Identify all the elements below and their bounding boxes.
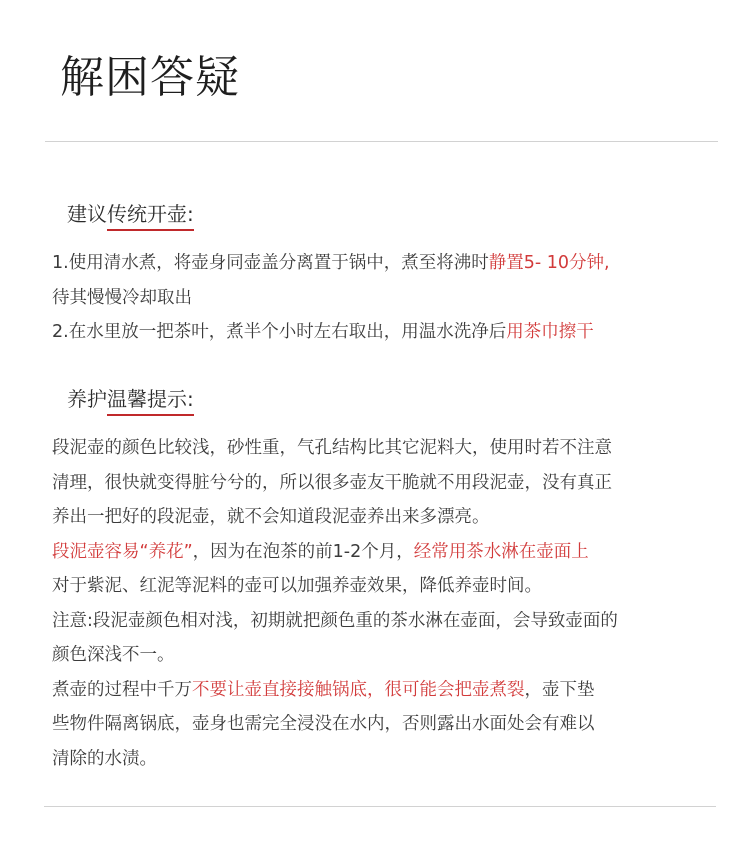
text-line bbox=[52, 742, 732, 777]
section-heading-plain: 建议 bbox=[67, 202, 107, 226]
section-heading-plain: 养护 bbox=[67, 387, 107, 411]
text-line bbox=[52, 431, 732, 466]
highlight-text: 经常用茶水淋在壶面上 bbox=[413, 541, 589, 562]
care-paragraph bbox=[52, 431, 732, 776]
text-segment: ，壶下垫 bbox=[524, 679, 595, 700]
text-line bbox=[52, 466, 732, 501]
text-line bbox=[52, 569, 732, 604]
highlight-text: 静置5- 10分钟, bbox=[488, 253, 610, 273]
text-segment: 煮壶的过程中千万 bbox=[52, 679, 192, 700]
text-segment: 待其慢慢冷却取出 bbox=[52, 287, 192, 308]
text-segment: 养出一把好的段泥壶，就不会知道段泥壶养出来多漂亮。 bbox=[52, 507, 490, 527]
kaihu-paragraph bbox=[52, 246, 732, 350]
text-segment: ，因为在泡茶的前1-2个月， bbox=[192, 541, 414, 562]
section-heading-highlight bbox=[107, 387, 194, 416]
section-heading-kaihu bbox=[67, 199, 194, 231]
text-segment: 段泥壶的颜色比较浅，砂性重，气孔结构比其它泥料大，使用时若不注意 bbox=[52, 438, 612, 458]
text-segment: 2.在水里放一把茶叶，煮半个小时左右取出，用温水洗净后 bbox=[52, 322, 507, 342]
section-heading-colon: : bbox=[187, 387, 194, 411]
text-segment: 清除的水渍。 bbox=[52, 748, 157, 769]
text-line bbox=[52, 281, 732, 316]
text-segment: 注意:段泥壶颜色相对浅，初期就把颜色重的茶水淋在壶面，会导致壶面的 bbox=[52, 610, 618, 631]
text-segment: 清理，很快就变得脏兮兮的，所以很多壶友干脆就不用段泥壶，没有真正 bbox=[52, 472, 612, 493]
text-segment: 颜色深浅不一。 bbox=[52, 645, 175, 665]
section-heading-colon: : bbox=[187, 202, 194, 226]
highlight-text: 用茶巾擦干 bbox=[506, 322, 594, 342]
bottom-divider bbox=[44, 806, 716, 807]
text-line bbox=[52, 246, 732, 281]
text-line bbox=[52, 673, 732, 708]
section-heading-highlight bbox=[107, 202, 194, 231]
section-heading-highlight-text: 传统开壶 bbox=[107, 202, 187, 226]
text-line bbox=[52, 500, 732, 535]
section-heading-care bbox=[67, 384, 194, 416]
text-segment: 1.使用清水煮，将壶身同壶盖分离置于锅中，煮至将沸时 bbox=[52, 253, 489, 273]
section-heading-highlight-text: 温馨提示 bbox=[107, 387, 187, 411]
text-line bbox=[52, 604, 732, 639]
text-line bbox=[52, 707, 732, 742]
text-line bbox=[52, 315, 732, 350]
text-segment: 些物件隔离锅底，壶身也需完全浸没在水内，否则露出水面处会有难以 bbox=[52, 714, 595, 734]
page-title: 解困答疑 bbox=[60, 52, 240, 103]
text-line bbox=[52, 638, 732, 673]
highlight-text: 段泥壶容易“养花” bbox=[52, 541, 193, 562]
top-divider bbox=[45, 141, 718, 142]
highlight-text: 不要让壶直接接触锅底，很可能会把壶煮裂 bbox=[192, 679, 525, 700]
text-line bbox=[52, 535, 732, 570]
text-segment: 对于紫泥、红泥等泥料的壶可以加强养壶效果，降低养壶时间。 bbox=[52, 576, 542, 596]
